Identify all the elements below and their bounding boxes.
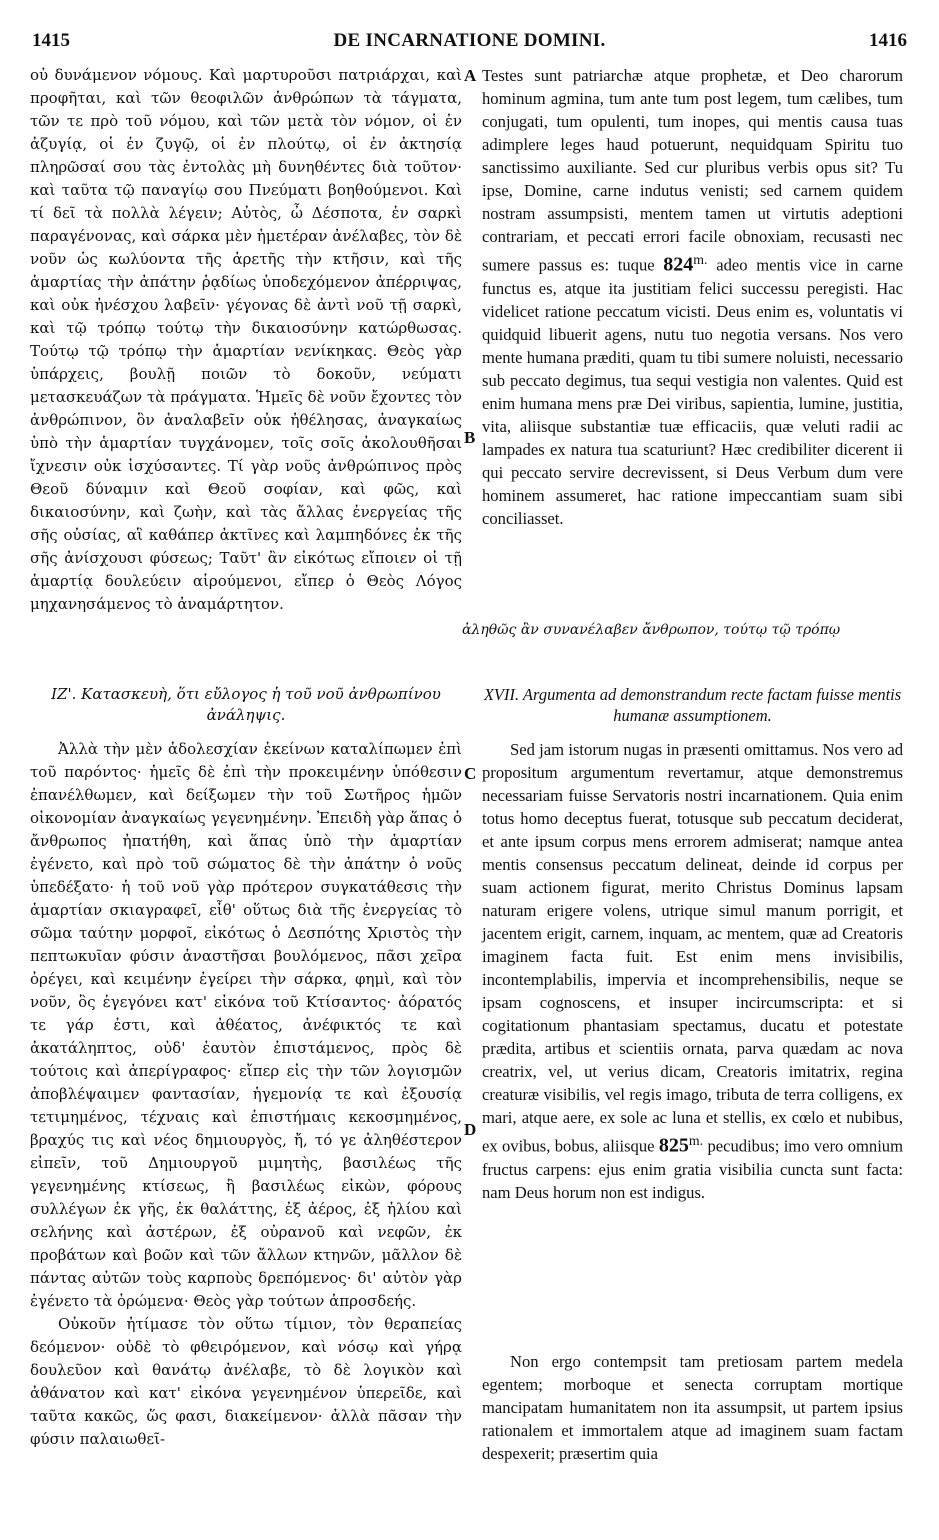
latin-text-section-xvii bbox=[482, 738, 903, 1204]
column-number-825: 825 bbox=[658, 1134, 689, 1157]
greek-paragraph-2: Οὐκοῦν ἠτίμασε τὸν οὕτω τίμιον, τὸν θεραπείας δεόμενον· οὐδὲ τὸ φθειρόμενον, καὶ νόσῳ καὶ γήρᾳ δουλεῦον καὶ θανάτῳ ἀνέλαβε, τὸ δὲ λογικὸν καὶ ἀθάνατον καὶ κατ' εἰκόνα γεγενημένον ὑπερεῖδε, καὶ ταῦτα κακῶς, ὥς φασι, διακείμενον· ἀλλὰ πᾶσαν τὴν φύσιν παλαιωθεῖ- bbox=[30, 1315, 462, 1448]
latin-text-top-part2: adeo mentis vice in carne functus es, atque ita justitiam felici successu peregisti. Hac videlicet ratione peccatum vicisti. Deus enim es, voluntatis vi quidquid libuerit agens, nutu tuo negotia versans. Nos vero mente humana præditi, quam tu tibi sumere noluisti, necessario sub peccato degimus, tua sequi vestigia non valentes. Quid est enim humana mens præ Dei viribus, sapientia, lumine, justitia, vita, aliisque substantiæ tuæ efficaciis, quæ veluti radii ac lampades ex natura tua scaturiunt? Hæc credibiliter dicerent ii qui peccato servire decrevissent, si Deus Verbum dum vere hominem assumeret, hac ratione impeccantiam suam sibi conciliasset. bbox=[482, 255, 903, 528]
section-heading-latin: XVII. Argumenta ad demonstrandum recte factam fuisse mentis humanæ assumptionem. bbox=[483, 685, 902, 725]
column-number-suffix: m. bbox=[693, 252, 708, 267]
page-number-right: 1416 bbox=[869, 30, 907, 51]
latin-paragraph-1-b: pecudibus; imo vero omnium fructus carpens: ejus enim gratia visibilia cuncta sunt facta: nam Deus horum non est indigus. bbox=[482, 1136, 904, 1202]
greek-paragraph-1: Ἀλλὰ τὴν μὲν ἀδολεσχίαν ἐκείνων καταλίπωμεν ἐπὶ τοῦ παρόντος· ἡμεῖς δὲ ἐπὶ τὴν προκειμένην ὑπόθεσιν ἐπανέλθωμεν, καὶ δείξωμεν τὴν τοῦ Σωτῆρος ἡμῶν οἰκονομίαν ἀναγκαίως γεγενημένην. Ἐπειδὴ γὰρ ἅπας ὁ ἄνθρωπος ἠπατήθη, καὶ ἅπας ὑπὸ τὴν ἁμαρτίαν ἐγένετο, καὶ πρὸ τοῦ σώματος δὲ τὴν ἀπάτην ὁ νοῦς ὑπεδέξατο· ἡ τοῦ νοῦ γὰρ πρότερον συγκατάθεσις τὴν ἁμαρτίαν σκιαγραφεῖ, εἶθ' οὕτως διὰ τῆς ἐνεργείας τὸ σῶμα ταύτην μορφοῖ, εἰκότως ὁ Δεσπότης Χριστὸς τὴν πεπτωκυῖαν φύσιν ἀναστῆσαι βουλόμενος, πᾶσι χεῖρα ὀρέγει, καὶ κειμένην ἐγείρει τὴν σάρκα, φημὶ, καὶ τὸν νοῦν, ὃς ἐγεγόνει κατ' εἰκόνα τοῦ Κτίσαντος· ἀόρατός τε γάρ ἐστι, καὶ ἀθέατος, ἀνέφικτός τε καὶ ἀκατάληπτος, οὐδ' ἑαυτὸν ἐπιστάμενος, πρὸς δὲ τούτοις καὶ ἀπερίγραφος· εἴπερ εἰς τὴν τῶν λογισμῶν ἀποβλέψαιμεν φαντασίαν, ἡγεμονίᾳ τε καὶ ἐξουσίᾳ τετιμημένος, τέχναις καὶ ἐπιστήμαις κεκοσμημένος, βραχύς τις καὶ νέος δημιουργὸς, ἤ, τό γε ἀληθέστερον εἰπεῖν, τοῦ Δημιουργοῦ μιμητὴς, βασιλέως τῆς γεγενημένης κτίσεως, ἢ βασιλέως εἰκὼν, φόρους συλλέγων ἐκ γῆς, ἐκ θαλάττης, ἐξ ἀέρος, ἐξ ἡλίου καὶ σελήνης καὶ ἀστέρων, ἐξ οὐρανοῦ καὶ νεφῶν, ἐκ προβάτων καὶ βοῶν καὶ τῶν ἄλλων κτηνῶν, μᾶλλον δὲ πάντας αὐτῶν τοὺς καρποὺς δρεπόμενος· δι' αὐτὸν γὰρ ἐγένετο τὰ ὁρώμενα· Θεὸς γὰρ τούτων ἀπροσδεής. bbox=[30, 740, 462, 1310]
section-heading-greek: ΙΖ'. Κατασκευὴ, ὅτι εὔλογος ἡ τοῦ νοῦ ἀνθρωπίνου ἀνάληψις. bbox=[51, 685, 441, 724]
margin-letter-d: D bbox=[464, 1120, 477, 1139]
latin-text-closing bbox=[482, 1350, 903, 1465]
latin-paragraph-2: Non ergo contempsit tam pretiosam partem medela egentem; morboque et senecta corruptam mortique mancipatam humanitatem non ita assumpsit, ut partem ipsius rationalem et immortalem atque ad imaginem suam factam despexerit; præsertim quia bbox=[482, 1352, 903, 1463]
running-head bbox=[32, 30, 907, 56]
margin-letter-a: A bbox=[464, 66, 477, 85]
margin-letter-b: B bbox=[464, 428, 476, 447]
column-number-824: 824 bbox=[663, 253, 694, 276]
page-title: DE INCARNATIONE DOMINI. bbox=[333, 30, 606, 51]
latin-text-top bbox=[482, 64, 903, 530]
greek-text-section-xvii bbox=[30, 738, 462, 1451]
margin-letter-c: C bbox=[464, 764, 477, 783]
greek-text-top: οὐ δυνάμενον νόμους. Καὶ μαρτυροῦσι πατριάρχαι, καὶ προφῆται, καὶ τῶν θεοφιλῶν ἀνθρώπων τὰ τάγματα, τῶν τε πρὸ τοῦ νόμου, καὶ τῶν μετὰ τὸν νόμον, οἱ ἐν ἀζυγίᾳ, οἱ ἐν ζυγῷ, οἱ ἐν πλούτῳ, οἱ ἐν ἀκτησίᾳ πληρῶσαί σου τὰς ἐντολὰς μὴ δυνηθέντες διὰ τοῦτον· καὶ ταῦτα τῷ παναγίῳ σου Πνεύματι βοηθούμενοι. Καὶ τί δεῖ τὰ πολλὰ λέγειν; Αὐτὸς, ὦ Δέσποτα, ἐν σαρκὶ παραγένονας, καὶ σάρκα μὲν ἡμετέραν ἀνέλαβες, τὸν δὲ νοῦν ὡς κωλύοντα τῆς ἀρετῆς τὴν κτῆσιν, καὶ τῆς ἁμαρτίας τὴν ἀπάτην ῥᾳδίως ὑποδεχόμενον ἀπέρριψας, καὶ οὐκ ἠνέσχου λαβεῖν· γέγονας δὲ ἀντὶ νοῦ τῇ σαρκὶ, καὶ τῷ τρόπῳ τούτῳ τὴν δικαιοσύνην κατώρθωσας. Τούτῳ τῷ τρόπῳ τὴν ἁμαρτίαν νενίκηκας. Θεὸς γὰρ ὑπάρχεις, βουλῇ ποιῶν τὸ δοκοῦν, νεύματι μετασκευάζων τὰ πράγματα. Ἡμεῖς δὲ νοῦν ἔχοντες τὸν ἀνθρώπινον, ὃν ἀναλαβεῖν οὐκ ἠθέλησας, ἀναγκαίως ὑπὸ τὴν ἁμαρτίαν τυγχάνομεν, τοῖς σοῖς ἀκολουθῆσαι ἴχνεσιν οὐκ ἰσχύσαντες. Τί γὰρ νοῦς ἀνθρώπινος πρὸς Θεοῦ δύναμιν καὶ Θεοῦ σοφίαν, καὶ φῶς, καὶ δικαιοσύνην, καὶ ζωὴν, καὶ τὰς ἄλλας ἐνεργείας τῆς σῆς οὐσίας, αἳ καθάπερ ἀκτῖνες καὶ λαμπηδόνες ἐκ τῆς σῆς ἀνίσχουσι φύσεως; Ταῦτ' ἂν εἰκότως εἴποιεν οἱ τῇ ἁμαρτίᾳ δουλεύειν αἱρούμενοι, εἴπερ ὁ Θεὸς Λόγος μηχανησάμενος τὸ ἀναμάρτητον. bbox=[30, 66, 462, 613]
latin-text-top-part1: Testes sunt patriarchæ atque prophetæ, et Deo charorum hominum agmina, tum ante tum post legem, tum cælibes, tum conjugati, tum opulenti, tum inopes, qui mentis causa tuas adimplere leges haud potuerunt, nequidquam Spiritu tuo sanctissimo auxiliante. Sed cur pluribus verbis opus sit? Tu ipse, Domine, carne indutus venisti; sed carnem quidem nostram assumpsisti, mentem tamen ut virtutis adeptioni contrariam, et peccati errori facile obnoxiam, recusasti nec sumere passus es: tuque bbox=[482, 66, 903, 275]
latin-paragraph-1-a: Sed jam istorum nugas in præsenti omittamus. Nos vero ad propositum argumentum revertamur, atque demonstremus necessariam fuisse Servatoris nostri incarnationem. Quia enim totus homo deceptus fuerat, totusque sub peccatum deciderat, et ante ipsum corpus mens errorem admiserat; namque antea mentis consensus peccatum delineat, deinde id corpus per suam actionem figurat, merito Christus Dominus lapsam naturam erigere volens, utrique simul manum porrigit, et jacentem erigit, carnem, inquam, ac mentem, quæ ad Creatoris imaginem facta fuit. Est enim mens invisibilis, incontemplabilis, impervia et incomprehensibilis, neque se ipsam cognoscens, et insuper incircumscripta: et si cogitationum phantasiam spectamus, ducatu et potestate prædita, artibus et scientiis ornata, parva quædam ac nova creatrix, vel, ut verius dicam, Creatoris imitatrix, regina creaturæ visibilis, vel regis imago, tributa de terra colligens, ex mari, atque aere, ex sole ac luna et stellis, ex cœlo et nubibus, ex ovibus, bobus, aliisque bbox=[482, 740, 903, 1156]
column-number-suffix-2: m. bbox=[688, 1133, 704, 1148]
page-number-left: 1415 bbox=[32, 30, 70, 51]
greek-trailing-line: ἀληθῶς ἂν συνανέλαβεν ἄνθρωπον, τούτῳ τῷ τρόπῳ bbox=[462, 622, 841, 638]
latin-paragraph-1 bbox=[482, 738, 903, 1204]
